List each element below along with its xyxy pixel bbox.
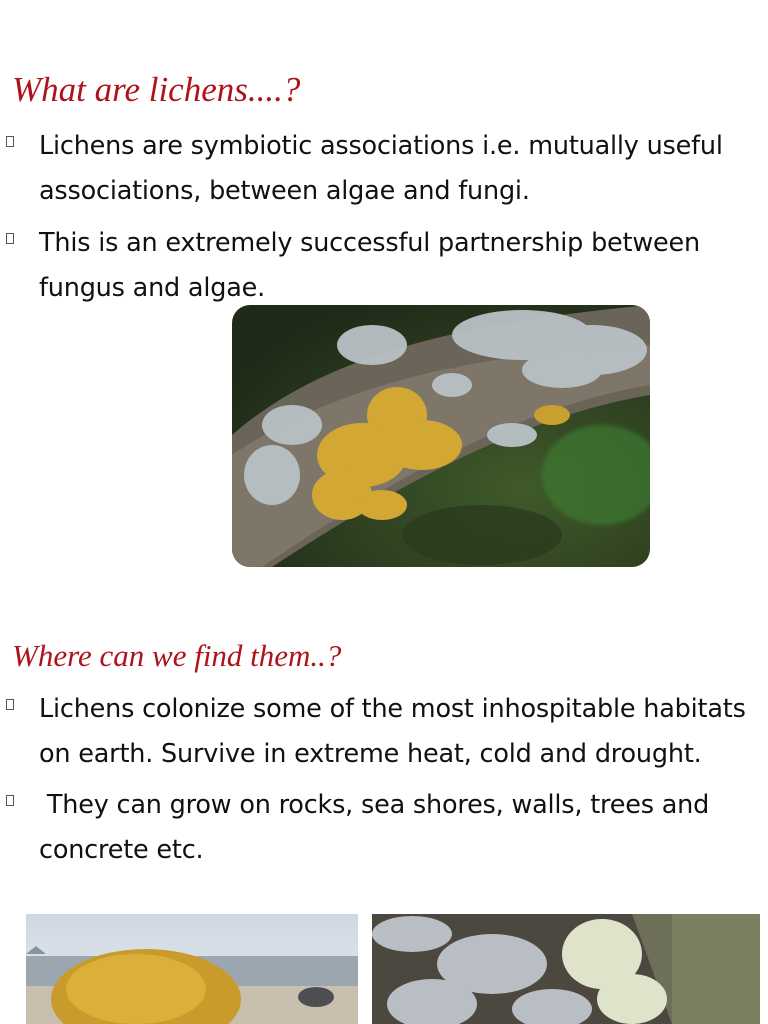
lichen-rock-shore-photo — [26, 914, 358, 1024]
bullet-text: Lichens are symbiotic associations i.e. mutually useful associations, between algae and fungi. — [39, 131, 723, 206]
bullet-marker-icon — [6, 136, 14, 147]
bullet-text: They can grow on rocks, sea shores, walls, trees and concrete etc. — [39, 790, 717, 865]
bullet-marker-icon — [6, 233, 14, 244]
bullet-marker-icon — [6, 699, 14, 710]
lichen-branch-photo — [232, 305, 650, 567]
bullet-text: This is an extremely successful partnership between fungus and algae. — [39, 228, 700, 303]
section-title-where-can-we-find-them: Where can we find them..? — [12, 638, 342, 673]
section-title-what-are-lichens: What are lichens....? — [12, 70, 301, 109]
lichen-bark-photo — [372, 914, 760, 1024]
bullet-text: Lichens colonize some of the most inhospitable habitats on earth. Survive in extreme heat, cold and drought. — [39, 694, 746, 769]
bullet-marker-icon — [6, 795, 14, 806]
